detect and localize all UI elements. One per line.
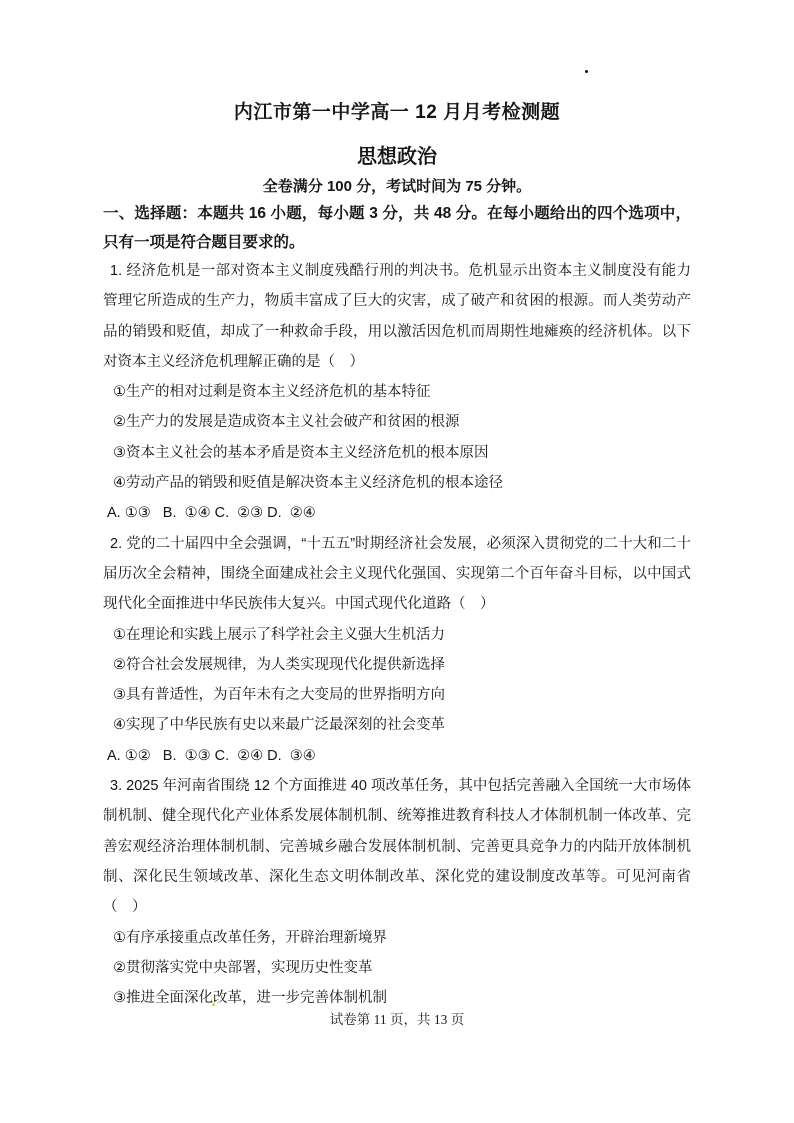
question-2-answer-choices: A. ①② B. ①③ C. ②④ D. ③④ bbox=[107, 747, 316, 764]
question-2-item-4: ④实现了中华民族有史以来最广泛最深刻的社会变革 bbox=[113, 717, 445, 734]
question-1-item-3: ③资本主义社会的基本矛盾是资本主义经济危机的根本原因 bbox=[113, 444, 489, 461]
question-3-stem: 3. 2025 年河南省围绕 12 个方面推进 40 项改革任务，其中包括完善融入全国统一大市场体制机制、健全现代化产业体系发展体制机制、统筹推进教育科技人才体制机制一体改革、完善宏观经济治理体制机制、完善城乡融合发展体制机制、完善更具竞争力的内陆开放体制机制、深化民生领域改革、深化生态文明体制改革、深化党的建设制度改革等。可见河南省（ ） bbox=[103, 778, 691, 916]
question-1-answer-choices: A. ①③ B. ①④ C. ②③ D. ②④ bbox=[107, 505, 316, 522]
question-1 bbox=[103, 256, 691, 529]
question-2-item-2: ②符合社会发展规律，为人类实现现代化提供新选择 bbox=[113, 656, 445, 673]
question-3-item-3: ③推进全面深化改革，进一步完善体制机制 bbox=[113, 990, 387, 1007]
question-1-item-2: ②生产力的发展是造成资本主义社会破产和贫困的根源 bbox=[113, 414, 460, 431]
question-3-item-2: ②贯彻落实党中央部署，实现历史性变革 bbox=[113, 959, 373, 976]
question-1-item-1: ①生产的相对过剩是资本主义经济危机的基本特征 bbox=[113, 384, 431, 401]
page-footer: 试卷第 11 页，共 13 页 bbox=[329, 1012, 465, 1027]
score-line: 全卷满分 100 分，考试时间为 75 分钟。 bbox=[262, 178, 532, 195]
question-1-item-4: ④劳动产品的销毁和贬值是解决资本主义经济危机的根本途径 bbox=[113, 475, 503, 492]
questions-body bbox=[103, 256, 691, 1013]
question-2-item-3: ③具有普适性，为百年未有之大变局的世界指明方向 bbox=[113, 687, 445, 704]
question-1-stem: 1. 经济危机是一部对资本主义制度残酷行刑的判决书。危机显示出资本主义制度没有能力管理它所造成的生产力，物质丰富成了巨大的灾害，成了破产和贫困的根源。而人类劳动产品的销毁和贬值，却成了一种救命手段，用以激活因危机而周期性地瘫痪的经济机体。以下对资本主义经济危机理解正确的是（ ） bbox=[103, 263, 691, 370]
question-2-item-1: ①在理论和实践上展示了科学社会主义强大生机活力 bbox=[113, 626, 445, 643]
question-2 bbox=[103, 529, 691, 771]
question-3-item-1: ①有序承接重点改革任务，开辟治理新境界 bbox=[113, 929, 387, 946]
section-heading: 一、选择题：本题共 16 小题，每小题 3 分，共 48 分。在每小题给出的四个选项中，只有一项是符合题目要求的。 bbox=[103, 205, 691, 251]
question-3 bbox=[103, 771, 691, 1013]
ink-speck bbox=[585, 70, 588, 73]
question-2-stem: 2. 党的二十届四中全会强调，“十五五”时期经济社会发展，必须深入贯彻党的二十大和二十届历次全会精神，围绕全面建成社会主义现代化强国、实现第二个百年奋斗目标，以中国式现代化全面推进中华民族伟大复兴。中国式现代化道路（ ） bbox=[103, 535, 691, 613]
page-title: 内江市第一中学高一 12 月月考检测题 bbox=[233, 102, 561, 123]
subject-title: 思想政治 bbox=[357, 146, 437, 168]
